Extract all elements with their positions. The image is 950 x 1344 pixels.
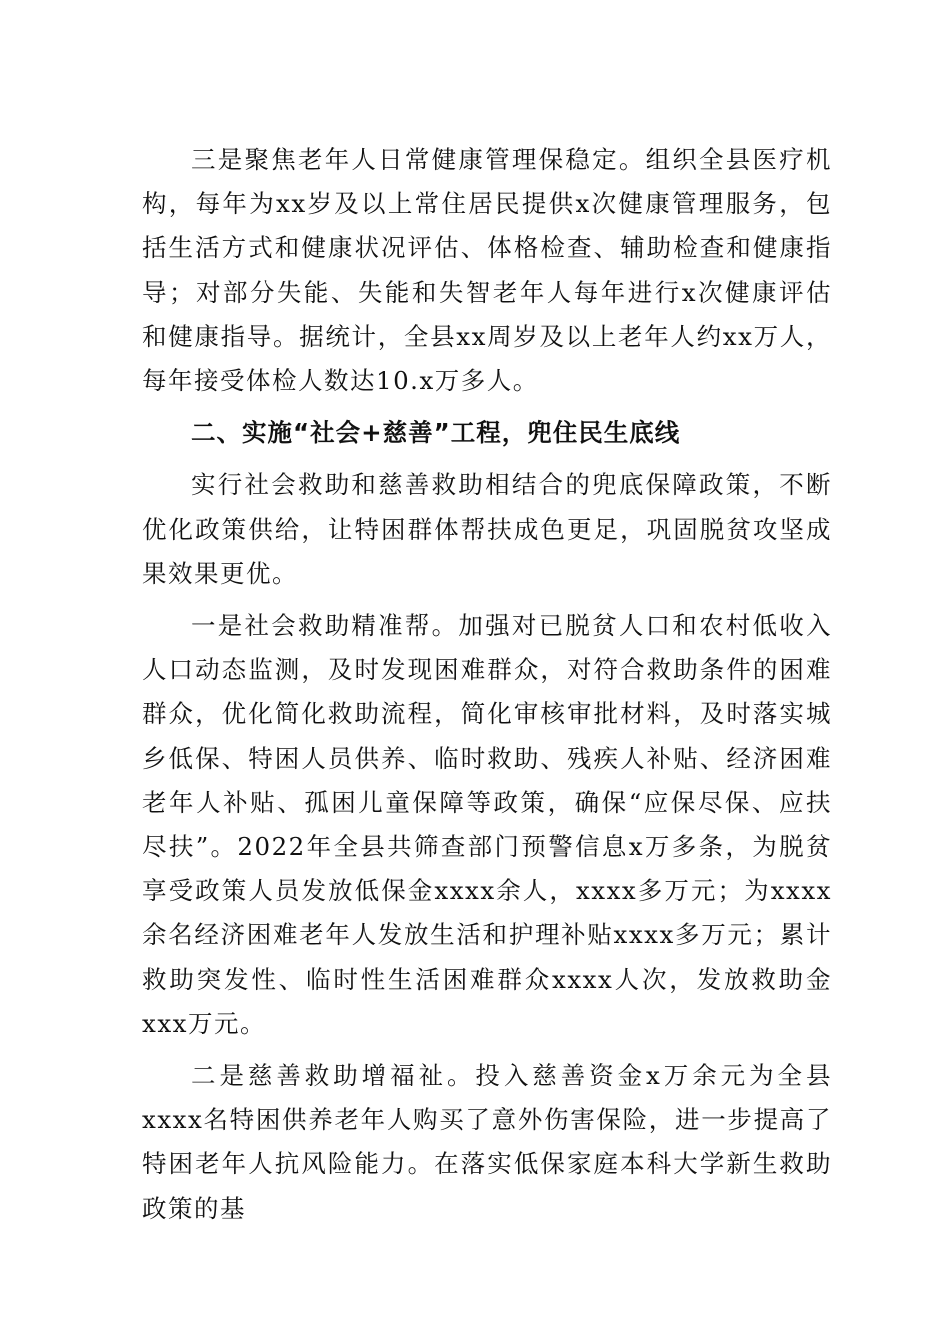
- paragraph-text: 实行社会救助和慈善救助相结合的兜底保障政策，不断优化政策供给，让特困群体帮扶成色更足，巩固脱贫攻坚成果效果更优。: [142, 470, 832, 588]
- paragraph-elderly-health: [142, 138, 832, 403]
- paragraph-charity-assistance: [142, 1054, 832, 1231]
- paragraph-lead: 一是社会救助精准帮。: [191, 611, 459, 641]
- paragraph-section-intro: [142, 463, 832, 596]
- paragraph-text: 加强对已脱贫人口和农村低收入人口动态监测，及时发现困难群众，对符合救助条件的困难群众，优化简化救助流程，简化审核审批材料，及时落实城乡低保、特困人员供养、临时救助、残疾人补贴、经济困难老年人补贴、孤困儿童保障等政策，确保“应保尽保、应扶尽扶”。2022年全县共筛查部门预警信息x万多条，为脱贫享受政策人员发放低保金xxxx余人，xxxx多万元；为xxxx余名经济困难老年人发放生活和护理补贴xxxx多万元；累计救助突发性、临时性生活困难群众xxxx人次，发放救助金xxx万元。: [142, 611, 832, 1038]
- document-body: [142, 138, 832, 1231]
- paragraph-text: 组织全县医疗机构，每年为xx岁及以上常住居民提供x次健康管理服务，包括生活方式和健康状况评估、体格检查、辅助检查和健康指导；对部分失能、失能和失智老年人每年进行x次健康评估和健康指导。据统计，全县xx周岁及以上老年人约xx万人，每年接受体检人数达10.x万多人。: [142, 145, 833, 396]
- paragraph-lead: 三是聚焦老年人日常健康管理保稳定。: [191, 145, 646, 174]
- paragraph-lead: 二是慈善救助增福祉。: [191, 1061, 476, 1091]
- paragraph-social-assistance: [142, 604, 832, 1046]
- paragraph-text: 投入慈善资金x万余元为全县xxxx名特困供养老年人购买了意外伤害保险，进一步提高了特困老年人抗风险能力。在落实低保家庭本科大学新生救助政策的基: [142, 1061, 832, 1223]
- section-heading: 二、实施“社会+慈善”工程，兜住民生底线: [191, 418, 681, 448]
